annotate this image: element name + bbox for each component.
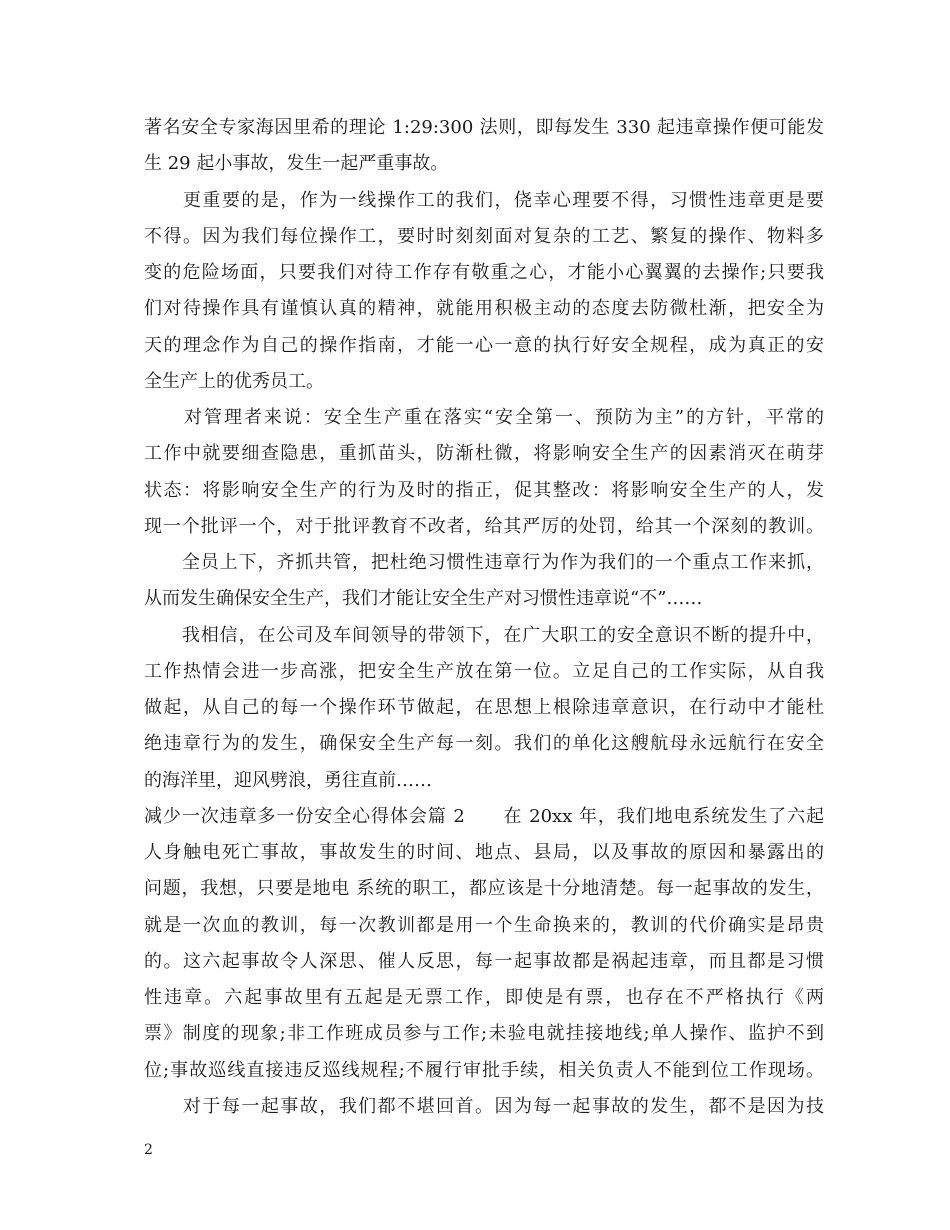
page-number: 2 (144, 1142, 153, 1158)
text-line: 就是一次血的教训，每一次教训都是用一个生命换来的，教训的代价确实是昂贵 (144, 915, 824, 936)
text-line: 从而发生确保安全生产，我们才能让安全生产对习惯性违章说“不”…… (144, 588, 703, 609)
text-line: 对于每一起事故，我们都不堪回首。因为每一起事故的发生，都不是因为技 (144, 1096, 824, 1117)
text-line: 问题，我想，只要是地电 系统的职工，都应该是十分地清楚。每一起事故的发生， (144, 878, 824, 899)
text-line: 人身触电死亡事故，事故发生的时间、地点、县局，以及事故的原因和暴露出的 (144, 842, 824, 863)
text-line: 不得。因为我们每位操作工，要时时刻刻面对复杂的工艺、繁复的操作、物料多 (144, 226, 824, 247)
text-line: 工作中就要细查隐患，重抓苗头，防渐杜微，将影响安全生产的因素消灭在萌芽 (144, 443, 824, 464)
text-line: 状态：将影响安全生产的行为及时的指正，促其整改：将影响安全生产的人，发 (144, 480, 824, 501)
text-line: 的海洋里，迎风劈浪，勇往直前…… (144, 770, 432, 791)
text-line: 全生产上的优秀员工。 (144, 371, 324, 392)
text-line: 性违章。六起事故里有五起是无票工作，即使是有票，也存在不严格执行《两 (144, 987, 824, 1008)
text-line: 变的危险场面，只要我们对待工作存有敬重之心，才能小心翼翼的去操作;只要我 (144, 262, 824, 283)
text-line: 的。这六起事故令人深思、催人反思，每一起事故都是祸起违章，而且都是习惯 (144, 951, 824, 972)
text-line: 票》制度的现象;非工作班成员参与工作;未验电就挂接地线;单人操作、监护不到 (144, 1023, 824, 1044)
text-line: 现一个批评一个，对于批评教育不改者，给其严厉的处罚，给其一个深刻的教训。 (144, 516, 824, 537)
text-line: 绝违章行为的发生，确保安全生产每一刻。我们的单化这艘航母永远航行在安全 (144, 733, 824, 754)
text-line: 们对待操作具有谨慎认真的精神，就能用积极主动的态度去防微杜渐，把安全为 (144, 298, 824, 319)
text-line: 位;事故巡线直接违反巡线规程;不履行审批手续，相关负责人不能到位工作现场。 (144, 1060, 824, 1081)
text-line: 生 29 起小事故，发生一起严重事故。 (144, 153, 449, 174)
text-line: 做起，从自己的每一个操作环节做起，在思想上根除违章意识，在行动中才能杜 (144, 697, 824, 718)
text-line: 对管理者来说：安全生产重在落实“安全第一、预防为主”的方针，平常的 (144, 407, 824, 428)
text-line: 我相信，在公司及车间领导的带领下，在广大职工的安全意识不断的提升中， (144, 625, 824, 646)
text-line: 减少一次违章多一份安全心得体会篇 2 在 20xx 年，我们地电系统发生了六起 (144, 806, 824, 827)
text-line: 天的理念作为自己的操作指南，才能一心一意的执行好安全规程，成为真正的安 (144, 335, 824, 356)
text-line: 全员上下，齐抓共管，把杜绝习惯性违章行为作为我们的一个重点工作来抓， (144, 552, 824, 573)
text-line: 著名安全专家海因里希的理论 1:29:300 法则，即每发生 330 起违章操作便可能发 (144, 117, 824, 138)
text-line: 更重要的是，作为一线操作工的我们，侥幸心理要不得，习惯性违章更是要 (144, 190, 824, 211)
text-line: 工作热情会进一步高涨，把安全生产放在第一位。立足自己的工作实际，从自我 (144, 661, 824, 682)
